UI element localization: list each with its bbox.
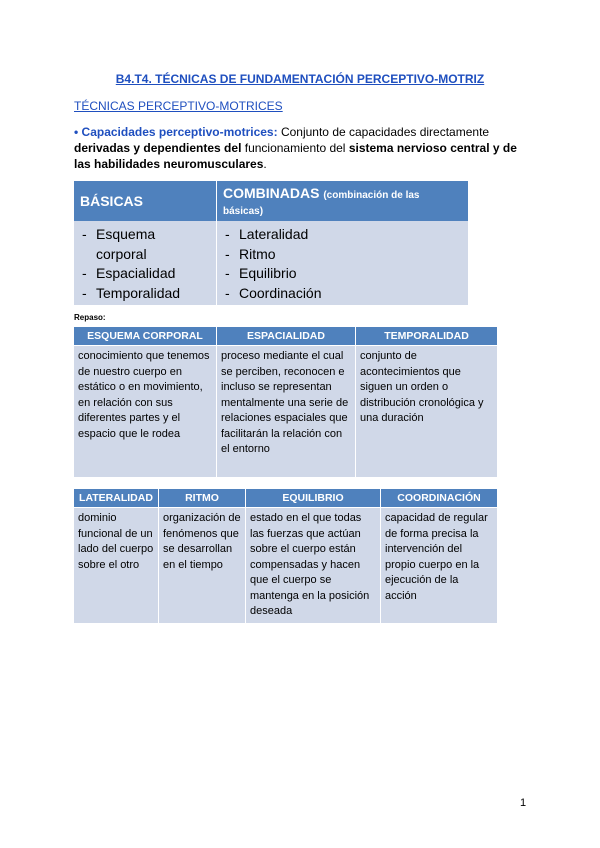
table-cell: conjunto de acontecimientos que siguen un orden o distribución cronológica y una duración (356, 346, 498, 478)
para-text-2: funcionamiento del (241, 141, 349, 155)
basic-combined-table (74, 181, 469, 305)
list-item: - Lateralidad (223, 225, 462, 245)
table-cell: capacidad de regular de forma precisa la intervención del propio cuerpo en la ejecución de la acción (381, 508, 498, 623)
review-table-2 (74, 489, 498, 623)
combinadas-cell (217, 221, 469, 305)
list-item: - Ritmo (223, 245, 462, 265)
basicas-header: BÁSICAS (74, 181, 217, 221)
para-bold-2: sistema nervioso central y de las habilidades neuromusculares (74, 141, 517, 171)
page-number: 1 (520, 797, 527, 809)
para-text-3: . (263, 157, 267, 171)
basicas-cell (74, 221, 217, 305)
combinadas-header (217, 181, 469, 221)
table-header: COORDINACIÓN (381, 489, 498, 508)
table-cell: conocimiento que tenemos de nuestro cuerpo en estático o en movimiento, en relación con sus diferentes partes y el espacio que le rodea (74, 346, 217, 478)
list-item: - Temporalidad (80, 284, 210, 304)
combinadas-header-note: (combinación de las básicas) (223, 190, 420, 217)
list-item: - Equilibrio (223, 264, 462, 284)
list-item: - Espacialidad (80, 264, 210, 284)
table-header: TEMPORALIDAD (356, 327, 498, 346)
document-title: B4.T4. TÉCNICAS DE FUNDAMENTACIÓN PERCEPTIVO-MOTRIZ (115, 72, 485, 86)
list-item: - Esquema corporal (80, 225, 210, 264)
table-cell: dominio funcional de un lado del cuerpo sobre el otro (74, 508, 159, 623)
repaso-label: Repaso: (74, 313, 106, 322)
para-text-1: Conjunto de capacidades directamente (277, 125, 490, 139)
definition-paragraph (74, 124, 534, 172)
para-bold-1: derivadas y dependientes del (74, 141, 242, 155)
review-table-1 (74, 327, 498, 477)
table-header: ESPACIALIDAD (217, 327, 356, 346)
combinadas-header-label: COMBINADAS (223, 185, 320, 201)
table-cell: proceso mediante el cual se perciben, reconocen e incluso se representan mentalmente una serie de relaciones espaciales que facilitarán la relación con el entorno (217, 346, 356, 478)
table-header: EQUILIBRIO (246, 489, 381, 508)
section-subtitle: TÉCNICAS PERCEPTIVO-MOTRICES (74, 99, 283, 113)
table-header: ESQUEMA CORPORAL (74, 327, 217, 346)
list-item: - Coordinación (223, 284, 462, 304)
table-cell: organización de fenómenos que se desarrollan en el tiempo (159, 508, 246, 623)
bullet-label: • Capacidades perceptivo-motrices: (74, 125, 278, 139)
table-header: RITMO (159, 489, 246, 508)
table-cell: estado en el que todas las fuerzas que actúan sobre el cuerpo están compensadas y hacen que el cuerpo se mantenga en la posición deseada (246, 508, 381, 623)
table-header: LATERALIDAD (74, 489, 159, 508)
